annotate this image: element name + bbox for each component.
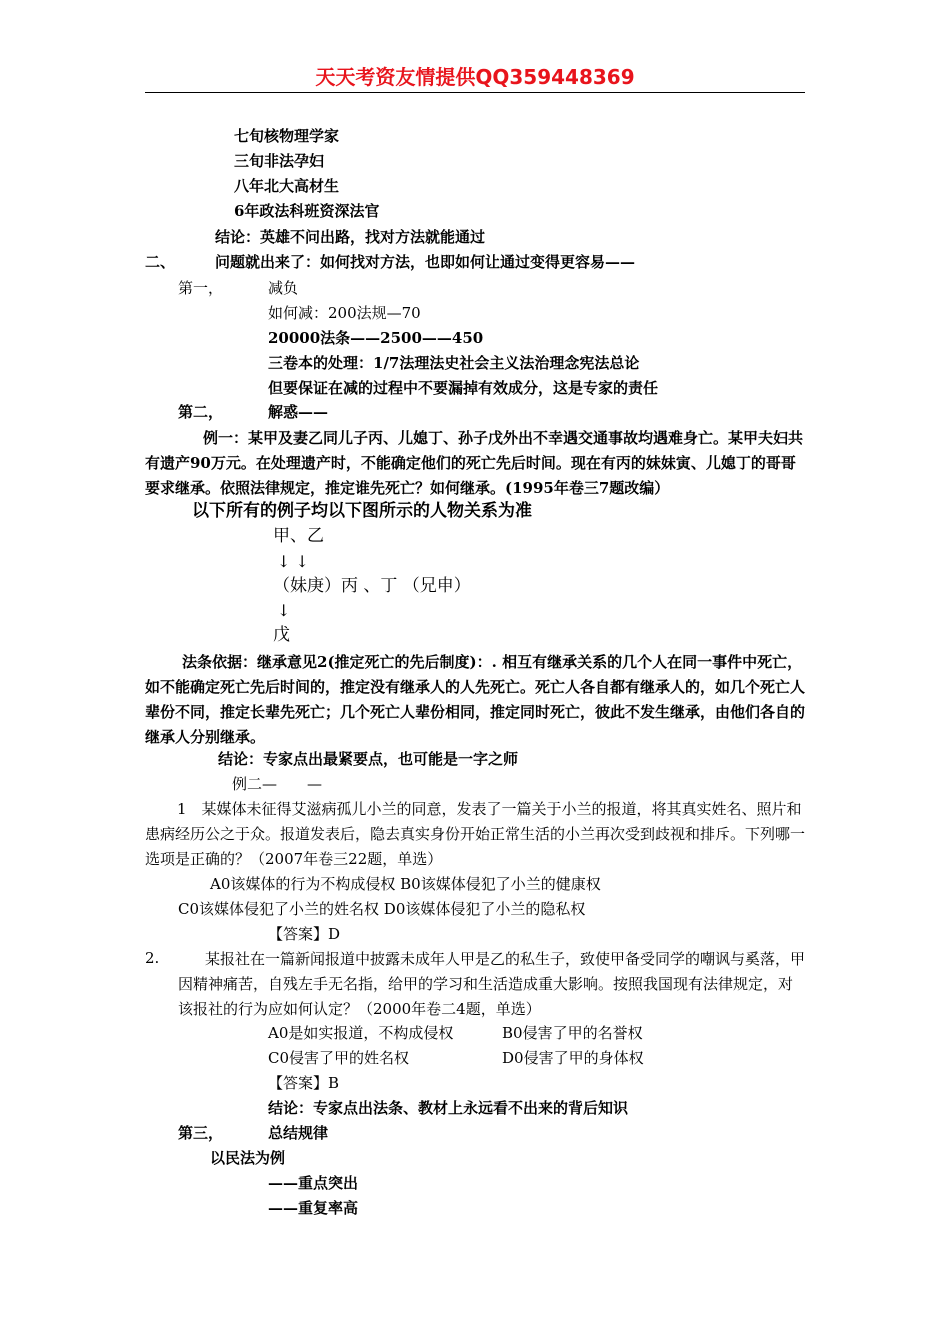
question2-option-a: A0是如实报道，不构成侵权 [268, 1024, 454, 1042]
question1-options-ab: A0该媒体的行为不构成侵权 B0该媒体侵犯了小兰的健康权 [210, 875, 601, 893]
step2-label: 第二， [178, 403, 224, 421]
step3-example: 以民法为例 [210, 1149, 286, 1167]
step3-point-2: ——重复率高 [268, 1199, 359, 1217]
tree-children: （妹庚）丙 、丁 （兄申） [273, 576, 471, 596]
example1-conclusion: 结论：专家点出最紧要点，也可能是一字之师 [218, 750, 519, 768]
tree-arrows-down: ↓ ↓ [277, 552, 309, 571]
relation-note: 以下所有的例子均以下图所示的人物关系为准 [192, 501, 532, 521]
step1-line-4: 但要保证在减的过程中不要漏掉有效成分，这是专家的责任 [268, 379, 659, 397]
question2-option-d: D0侵害了甲的身体权 [502, 1049, 644, 1067]
question2-text: 某报社在一篇新闻报道中披露未成年人甲是乙的私生子，致使甲备受同学的嘲讽与奚落，甲因精神痛苦，自残左手无名指，给甲的学习和生活造成重大影响。按照我国现有法律规定，对该报社的行为应如何认定？（2000年卷二4题，单选） [178, 950, 806, 1018]
section2-title: 问题就出来了：如何找对方法，也即如何让通过变得更容易—— [215, 253, 636, 271]
tree-arrow-down: ↓ [277, 601, 291, 620]
step1-line-1: 如何减：200法规—70 [268, 304, 421, 322]
step3-point-1: ——重点突出 [268, 1174, 359, 1192]
step1-label: 第一， [178, 279, 224, 297]
step3-label: 第三， [178, 1124, 224, 1142]
example2-conclusion: 结论：专家点出法条、教材上永远看不出来的背后知识 [268, 1099, 629, 1117]
header-divider [145, 92, 805, 93]
example1-paragraph: 例一：某甲及妻乙同儿子丙、儿媳丁、孙子戊外出不幸遇交通事故均遇难身亡。某甲夫妇共有遗产90万元。在处理遗产时，不能确定他们的死亡先后时间。现在有丙的妹妹寅、儿媳丁的哥哥要求继承。依照法律规定，推定谁先死亡？如何继承。(1995年卷三7题改编） [145, 429, 804, 497]
legal-basis-paragraph: 法条依据：继承意见2(推定死亡的先后制度)：. 相互有继承关系的几个人在同一事件中死亡，如不能确定死亡先后时间的，推定没有继承人的人先死亡。死亡人各自都有继承人的，如几个死亡人辈份不同，推定长辈先死亡；几个死亡人辈份相同，推定同时死亡，彼此不发生继承，由他们各自的继承人分别继承。 [145, 653, 806, 746]
step3-title: 总结规律 [268, 1124, 329, 1142]
question2-option-c: C0侵害了甲的姓名权 [268, 1049, 410, 1067]
question1-text: 1 某媒体未征得艾滋病孤儿小兰的同意，发表了一篇关于小兰的报道，将其真实姓名、照片和患病经历公之于众。报道发表后，隐去真实身份开始正常生活的小兰再次受到歧视和排斥。下列哪一选项是正确的？（2007年卷三22题，单选） [145, 800, 806, 868]
tree-parents: 甲、乙 [273, 526, 324, 546]
example2-label: 例二— — [232, 775, 323, 793]
intro-conclusion: 结论：英雄不问出路，找对方法就能通过 [215, 228, 486, 246]
question2-option-b: B0侵害了甲的名誉权 [502, 1024, 643, 1042]
intro-item-2: 三旬非法孕妇 [234, 152, 325, 170]
section2-number: 二、 [145, 253, 176, 271]
step1-title: 减负 [268, 279, 299, 297]
tree-grandchild: 戊 [273, 625, 290, 645]
intro-item-1: 七旬核物理学家 [234, 127, 340, 145]
question2-answer: 【答案】B [268, 1074, 340, 1092]
intro-item-3: 八年北大高材生 [234, 177, 340, 195]
page-header-title: 天天考资友情提供QQ359448369 [315, 65, 635, 89]
intro-item-4: 6年政法科班资深法官 [234, 202, 380, 220]
question1-answer: 【答案】D [268, 925, 341, 943]
question2-number: 2. [145, 949, 160, 967]
step1-line-3: 三卷本的处理：1/7法理法史社会主义法治理念宪法总论 [268, 354, 640, 372]
question1-options-cd: C0该媒体侵犯了小兰的姓名权 D0该媒体侵犯了小兰的隐私权 [178, 900, 586, 918]
step2-title: 解惑—— [268, 403, 329, 421]
step1-line-2: 20000法条——2500——450 [268, 329, 484, 347]
